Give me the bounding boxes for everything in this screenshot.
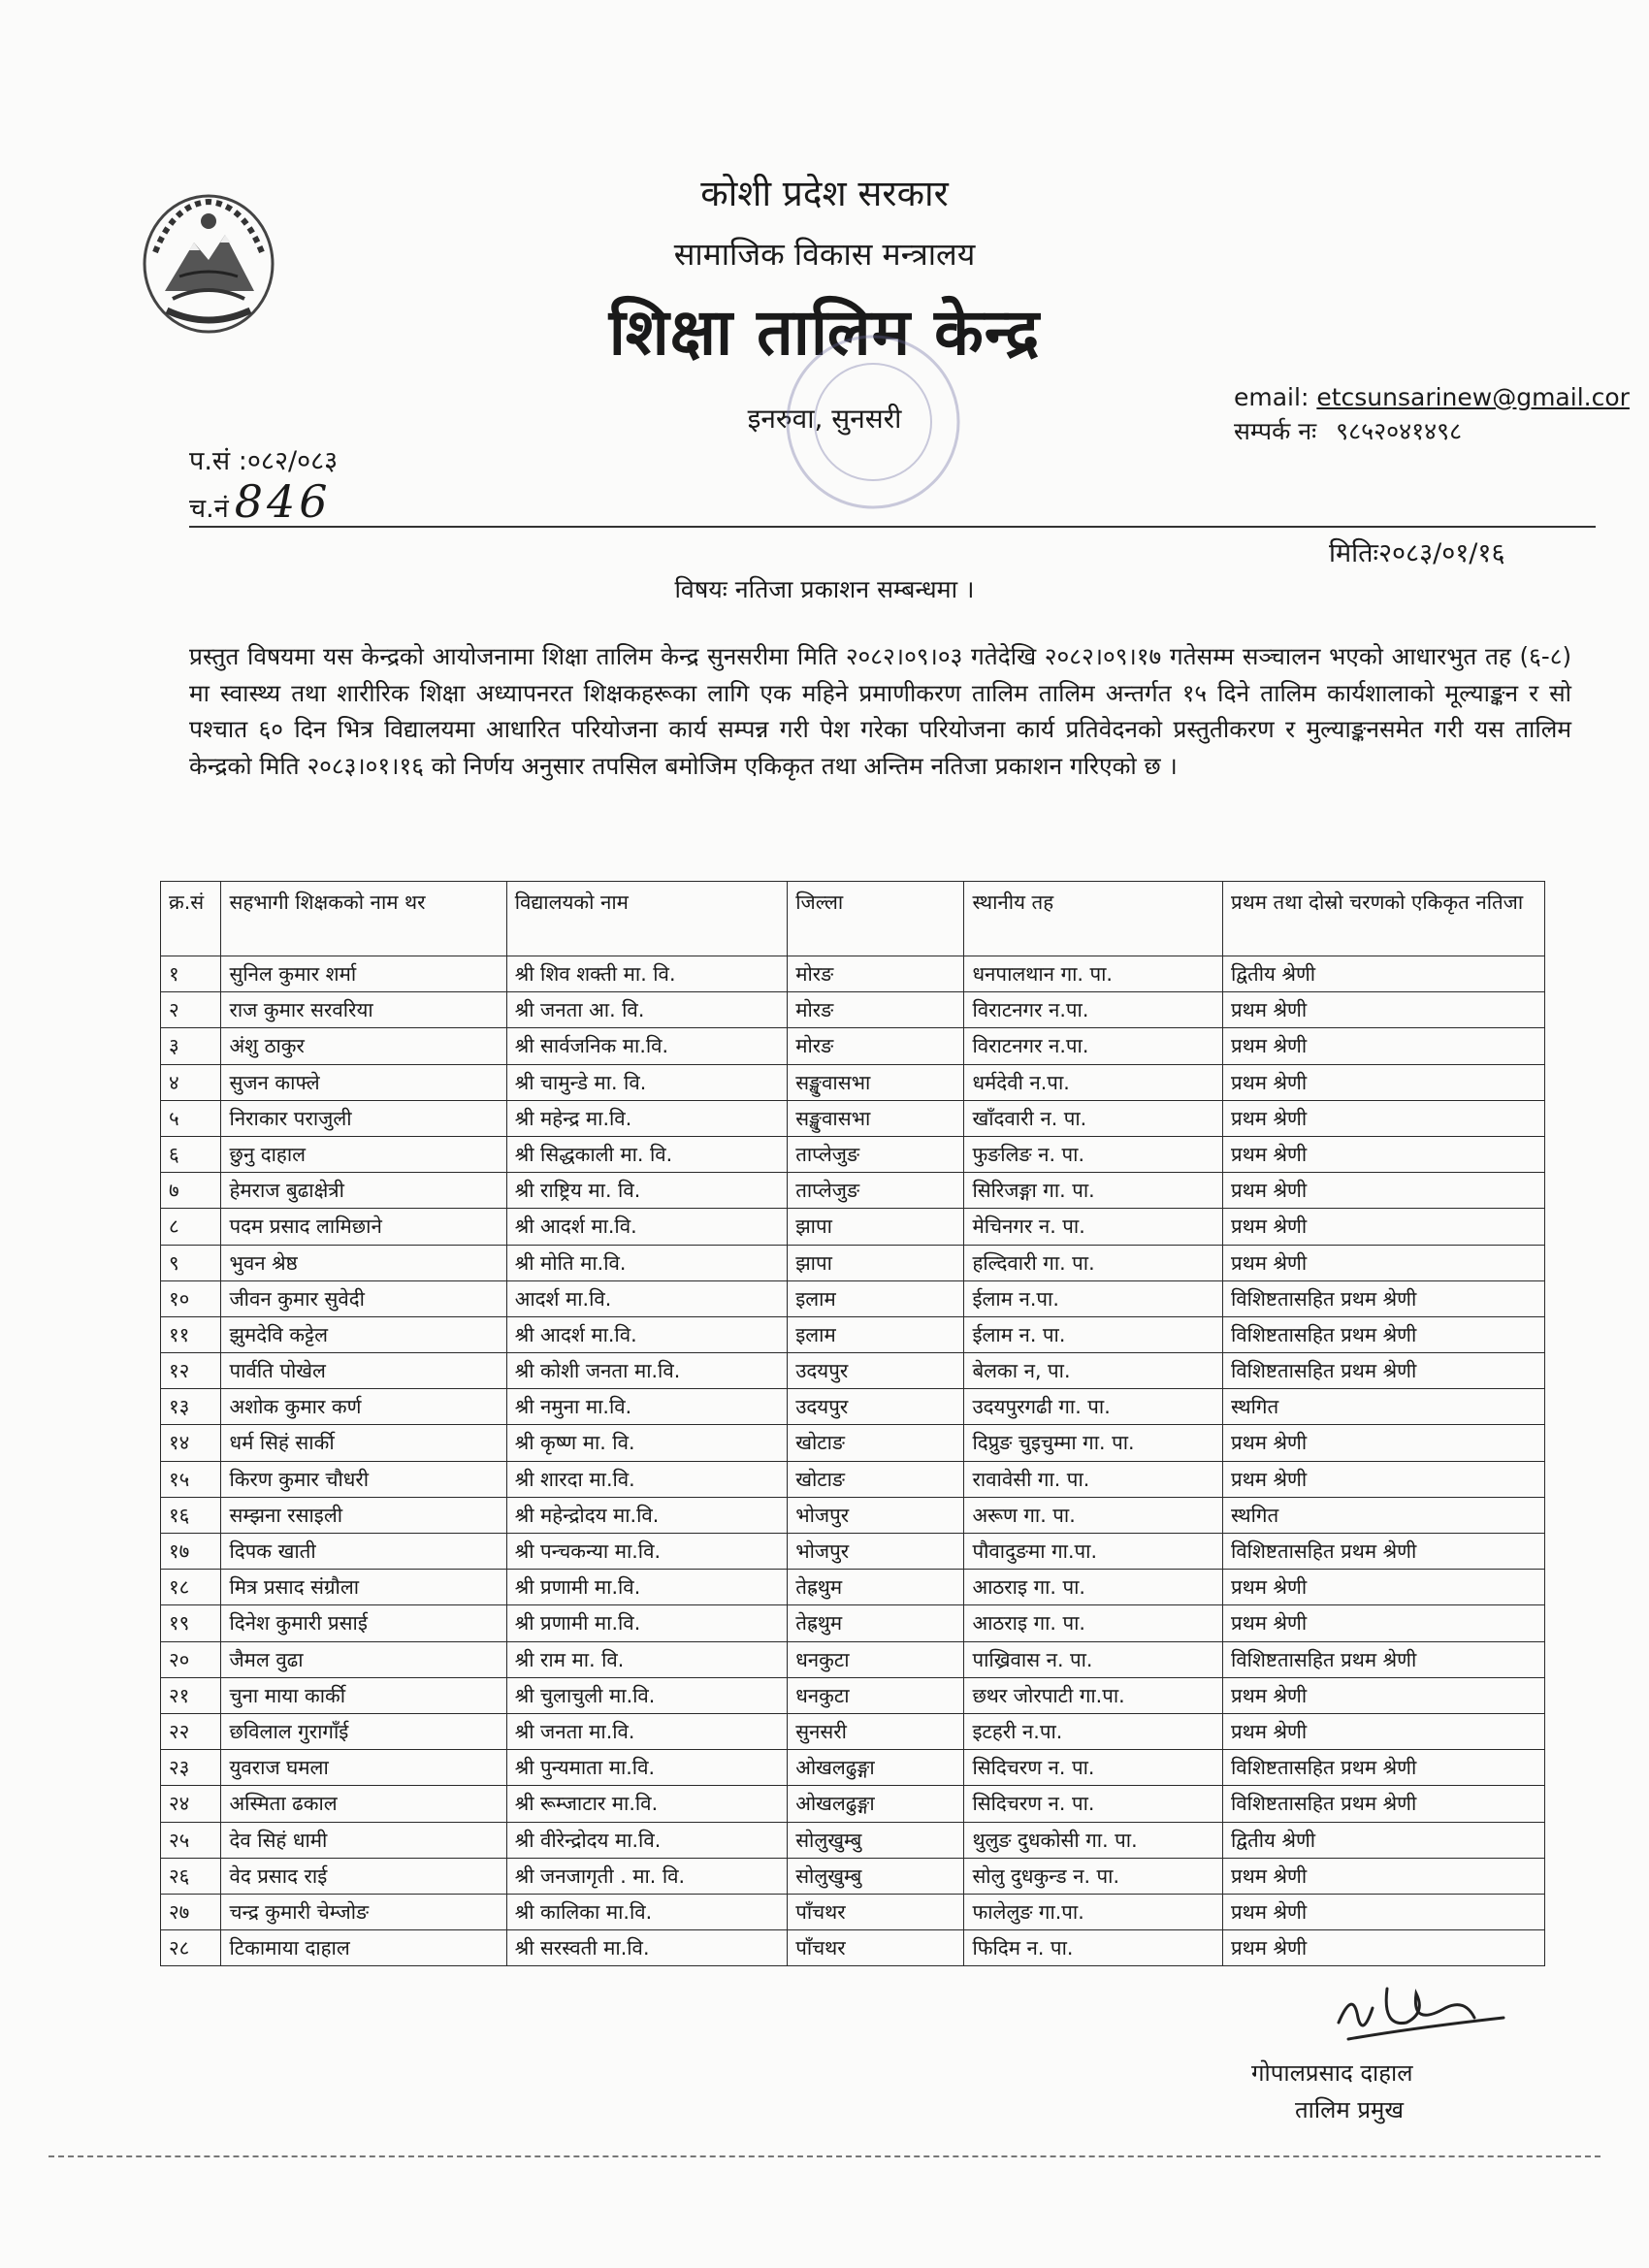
cell-school: श्री शिव शक्ती मा. वि. — [506, 956, 788, 992]
cell-result: प्रथम श्रेणी — [1222, 1713, 1544, 1749]
cell-local-level: खाँदवारी न. पा. — [964, 1100, 1223, 1136]
cell-teacher-name: दिनेश कुमारी प्रसाई — [221, 1605, 506, 1641]
table-row — [161, 1461, 1545, 1497]
table-row — [161, 1316, 1545, 1352]
cell-district: मोरङ — [788, 1028, 964, 1064]
cell-teacher-name: छुनु दाहाल — [221, 1136, 506, 1172]
cell-result: प्रथम श्रेणी — [1222, 992, 1544, 1028]
subject-line: विषयः नतिजा प्रकाशन सम्बन्धमा । — [674, 575, 975, 603]
cell-result: विशिष्टतासहित प्रथम श्रेणी — [1222, 1353, 1544, 1389]
cell-result: प्रथम श्रेणी — [1222, 1064, 1544, 1100]
cell-district: उदयपुर — [788, 1353, 964, 1389]
col-header-name: सहभागी शिक्षकको नाम थर — [221, 882, 506, 956]
col-header-result: प्रथम तथा दोस्रो चरणको एकिकृत नतिजा — [1222, 882, 1544, 956]
cell-school: श्री आदर्श मा.वि. — [506, 1316, 788, 1352]
cell-teacher-name: देव सिहं धामी — [221, 1822, 506, 1858]
table-row — [161, 1028, 1545, 1064]
cell-teacher-name: जैमल वुढा — [221, 1641, 506, 1677]
cell-result: विशिष्टतासहित प्रथम श्रेणी — [1222, 1750, 1544, 1786]
cell-local-level: उदयपुरगढी गा. पा. — [964, 1389, 1223, 1425]
cell-local-level: मेचिनगर न. पा. — [964, 1209, 1223, 1245]
cell-result: द्वितीय श्रेणी — [1222, 1822, 1544, 1858]
table-row — [161, 1894, 1545, 1929]
cell-district: इलाम — [788, 1280, 964, 1316]
cell-local-level: सिरिजङ्गा गा. पा. — [964, 1173, 1223, 1209]
cell-local-level: ईलाम न.पा. — [964, 1280, 1223, 1316]
cell-district: पाँचथर — [788, 1930, 964, 1966]
phone-number: ९८५२०४१४९८ — [1336, 417, 1463, 445]
cell-sn: २४ — [161, 1786, 221, 1822]
cell-district: खोटाङ — [788, 1425, 964, 1461]
cell-result: विशिष्टतासहित प्रथम श्रेणी — [1222, 1316, 1544, 1352]
cell-school: श्री आदर्श मा.वि. — [506, 1209, 788, 1245]
cell-school: श्री कोशी जनता मा.वि. — [506, 1353, 788, 1389]
cell-local-level: सोलु दुधकुन्ड न. पा. — [964, 1858, 1223, 1894]
cell-school: श्री जनजागृती . मा. वि. — [506, 1858, 788, 1894]
cell-district: ओखलढुङ्गा — [788, 1786, 964, 1822]
table-row — [161, 992, 1545, 1028]
cell-district: भोजपुर — [788, 1534, 964, 1570]
cell-district: सङ्खुवासभा — [788, 1064, 964, 1100]
table-row — [161, 1209, 1545, 1245]
cell-sn: २५ — [161, 1822, 221, 1858]
cell-result: प्रथम श्रेणी — [1222, 1173, 1544, 1209]
cell-school: श्री नमुना मा.वि. — [506, 1389, 788, 1425]
cell-sn: २१ — [161, 1677, 221, 1713]
cell-district: मोरङ — [788, 992, 964, 1028]
cell-local-level: फालेलुङ गा.पा. — [964, 1894, 1223, 1929]
cell-district: सुनसरी — [788, 1713, 964, 1749]
cell-result: विशिष्टतासहित प्रथम श्रेणी — [1222, 1786, 1544, 1822]
cell-result: प्रथम श्रेणी — [1222, 1425, 1544, 1461]
cell-school: श्री पुन्यमाता मा.वि. — [506, 1750, 788, 1786]
cell-result: प्रथम श्रेणी — [1222, 1858, 1544, 1894]
cell-district: तेह्रथुम — [788, 1570, 964, 1605]
table-row — [161, 1425, 1545, 1461]
table-row — [161, 1677, 1545, 1713]
cell-sn: १३ — [161, 1389, 221, 1425]
table-row — [161, 1245, 1545, 1280]
table-header-row — [161, 882, 1545, 956]
cell-teacher-name: जीवन कुमार सुवेदी — [221, 1280, 506, 1316]
cell-district: इलाम — [788, 1316, 964, 1352]
cell-sn: २७ — [161, 1894, 221, 1929]
cell-result: प्रथम श्रेणी — [1222, 1570, 1544, 1605]
cell-teacher-name: दिपक खाती — [221, 1534, 506, 1570]
cell-sn: १८ — [161, 1570, 221, 1605]
cell-teacher-name: अशोक कुमार कर्ण — [221, 1389, 506, 1425]
cell-teacher-name: निराकार पराजुली — [221, 1100, 506, 1136]
cell-local-level: सिदिचरण न. पा. — [964, 1786, 1223, 1822]
cell-school: श्री सिद्धकाली मा. वि. — [506, 1136, 788, 1172]
cell-result: विशिष्टतासहित प्रथम श्रेणी — [1222, 1641, 1544, 1677]
cn-label: च.नं — [189, 494, 229, 524]
cell-sn: १० — [161, 1280, 221, 1316]
cell-result: द्वितीय श्रेणी — [1222, 956, 1544, 992]
cell-district: झापा — [788, 1209, 964, 1245]
cell-teacher-name: सम्झना रसाइली — [221, 1497, 506, 1533]
cell-sn: २ — [161, 992, 221, 1028]
cell-teacher-name: हेमराज बुढाक्षेत्री — [221, 1173, 506, 1209]
cell-district: खोटाङ — [788, 1461, 964, 1497]
cell-local-level: अरूण गा. पा. — [964, 1497, 1223, 1533]
cell-district: ताप्लेजुङ — [788, 1136, 964, 1172]
cell-sn: ५ — [161, 1100, 221, 1136]
body-paragraph: प्रस्तुत विषयमा यस केन्द्रको आयोजनामा शिक्षा तालिम केन्द्र सुनसरीमा मिति २०८२।०९।०३ गतेदेखि २०८२।०९।१७ गतेसम्म सञ्चालन भएको आधारभुत तह (६-८) मा स्वास्थ्य तथा शारीरिक शिक्षा अध्यापनरत शिक्षकहरूका लागि एक महिने प्रमाणीकरण तालिम तालिम अन्तर्गत १५ दिने तालिम कार्यशालाको मूल्याङ्कन र सो पश्चात ६० दिन भित्र विद्यालयमा आधारित परियोजना कार्य सम्पन्न गरी पेश गरेका परियोजना कार्य प्रतिवेदनको प्रस्तुतीकरण र मुल्याङ्कनसमेत गरी यस तालिम केन्द्रको मिति २०८३।०१।१६ को निर्णय अनुसार तपसिल बमोजिम एकिकृत तथा अन्तिम नतिजा प्रकाशन गरिएको छ । — [189, 642, 1571, 780]
cell-sn: १९ — [161, 1605, 221, 1641]
email-label: email: — [1234, 383, 1310, 411]
cell-school: श्री चुलाचुली मा.वि. — [506, 1677, 788, 1713]
cell-result: प्रथम श्रेणी — [1222, 1461, 1544, 1497]
header-divider — [189, 526, 1596, 528]
table-row — [161, 1605, 1545, 1641]
province-government-title: कोशी प्रदेश सरकार — [700, 173, 949, 214]
cell-school: श्री चामुन्डे मा. वि. — [506, 1064, 788, 1100]
cell-sn: १६ — [161, 1497, 221, 1533]
cell-district: सोलुखुम्बु — [788, 1822, 964, 1858]
table-row — [161, 956, 1545, 992]
cell-district: ताप्लेजुङ — [788, 1173, 964, 1209]
cell-result: स्थगित — [1222, 1389, 1544, 1425]
table-row — [161, 1534, 1545, 1570]
cell-school: श्री पन्चकन्या मा.वि. — [506, 1534, 788, 1570]
cell-teacher-name: चुना माया कार्की — [221, 1677, 506, 1713]
cell-sn: २२ — [161, 1713, 221, 1749]
cell-school: श्री जनता आ. वि. — [506, 992, 788, 1028]
cell-teacher-name: चन्द्र कुमारी चेम्जोङ — [221, 1894, 506, 1929]
cell-result: विशिष्टतासहित प्रथम श्रेणी — [1222, 1280, 1544, 1316]
cell-teacher-name: राज कुमार सरवरिया — [221, 992, 506, 1028]
cell-sn: ११ — [161, 1316, 221, 1352]
cell-sn: ३ — [161, 1028, 221, 1064]
office-stamp — [776, 330, 970, 514]
cell-sn: २६ — [161, 1858, 221, 1894]
cell-local-level: ईलाम न. पा. — [964, 1316, 1223, 1352]
cell-teacher-name: धर्म सिहं सार्की — [221, 1425, 506, 1461]
cell-result: प्रथम श्रेणी — [1222, 1136, 1544, 1172]
center-title: शिक्षा तालिम केन्द्र — [608, 295, 1041, 370]
table-row — [161, 1389, 1545, 1425]
cell-school: श्री सरस्वती मा.वि. — [506, 1930, 788, 1966]
cell-sn: ४ — [161, 1064, 221, 1100]
cell-teacher-name: भुवन श्रेष्ठ — [221, 1245, 506, 1280]
table-row — [161, 1822, 1545, 1858]
cell-school: श्री जनता मा.वि. — [506, 1713, 788, 1749]
cell-result: प्रथम श्रेणी — [1222, 1894, 1544, 1929]
cell-school: श्री प्रणामी मा.वि. — [506, 1570, 788, 1605]
table-row — [161, 1136, 1545, 1172]
table-row — [161, 1100, 1545, 1136]
cell-teacher-name: अंशु ठाकुर — [221, 1028, 506, 1064]
cell-sn: १७ — [161, 1534, 221, 1570]
ministry-title: सामाजिक विकास मन्त्रालय — [673, 236, 976, 273]
cell-local-level: इटहरी न.पा. — [964, 1713, 1223, 1749]
cell-school: श्री रूम्जाटार मा.वि. — [506, 1786, 788, 1822]
cell-local-level: विराटनगर न.पा. — [964, 1028, 1223, 1064]
cell-sn: १४ — [161, 1425, 221, 1461]
cell-result: प्रथम श्रेणी — [1222, 1930, 1544, 1966]
cell-local-level: आठराइ गा. पा. — [964, 1605, 1223, 1641]
cell-teacher-name: सुजन काफ्ले — [221, 1064, 506, 1100]
ps-value: ०८२/०८३ — [246, 446, 339, 476]
cell-sn: १२ — [161, 1353, 221, 1389]
cell-teacher-name: मित्र प्रसाद संग्रौला — [221, 1570, 506, 1605]
cell-school: श्री सार्वजनिक मा.वि. — [506, 1028, 788, 1064]
cell-teacher-name: किरण कुमार चौधरी — [221, 1461, 506, 1497]
cell-local-level: दिप्रुङ चुइचुम्मा गा. पा. — [964, 1425, 1223, 1461]
cell-teacher-name: छविलाल गुरागाँई — [221, 1713, 506, 1749]
cell-local-level: विराटनगर न.पा. — [964, 992, 1223, 1028]
phone-line — [1234, 414, 1462, 447]
cell-school: श्री शारदा मा.वि. — [506, 1461, 788, 1497]
cell-district: भोजपुर — [788, 1497, 964, 1533]
ps-label: प.सं : — [189, 446, 247, 476]
cell-district: मोरङ — [788, 956, 964, 992]
cell-local-level: पाख्रिवास न. पा. — [964, 1641, 1223, 1677]
cell-teacher-name: वेद प्रसाद राई — [221, 1858, 506, 1894]
cell-district: सोलुखुम्बु — [788, 1858, 964, 1894]
email-line — [1234, 383, 1630, 411]
cn-value: 846 — [234, 475, 332, 528]
cell-sn: ८ — [161, 1209, 221, 1245]
cell-school: श्री वीरेन्द्रोदय मा.वि. — [506, 1822, 788, 1858]
col-header-local-level: स्थानीय तह — [964, 882, 1223, 956]
cell-sn: ६ — [161, 1136, 221, 1172]
results-table — [160, 881, 1545, 1966]
table-row — [161, 1064, 1545, 1100]
cell-district: पाँचथर — [788, 1894, 964, 1929]
cell-district: सङ्खुवासभा — [788, 1100, 964, 1136]
cell-district: उदयपुर — [788, 1389, 964, 1425]
cell-local-level: धनपालथान गा. पा. — [964, 956, 1223, 992]
cell-result: प्रथम श्रेणी — [1222, 1605, 1544, 1641]
cell-local-level: थुलुङ दुधकोसी गा. पा. — [964, 1822, 1223, 1858]
cell-sn: २० — [161, 1641, 221, 1677]
cell-local-level: बेलका न, पा. — [964, 1353, 1223, 1389]
phone-label: सम्पर्क नः — [1234, 417, 1317, 445]
cell-sn: १ — [161, 956, 221, 992]
cell-result: प्रथम श्रेणी — [1222, 1209, 1544, 1245]
cell-sn: २८ — [161, 1930, 221, 1966]
cell-school: श्री राष्ट्रिय मा. वि. — [506, 1173, 788, 1209]
cell-district: तेह्रथुम — [788, 1605, 964, 1641]
cell-school: श्री कालिका मा.वि. — [506, 1894, 788, 1929]
email-address[interactable]: etcsunsarinew@gmail.cor — [1316, 383, 1630, 411]
cell-local-level: फुङलिङ न. पा. — [964, 1136, 1223, 1172]
cell-sn: ७ — [161, 1173, 221, 1209]
cell-local-level: पौवादुङमा गा.पा. — [964, 1534, 1223, 1570]
cell-sn: ९ — [161, 1245, 221, 1280]
cell-result: प्रथम श्रेणी — [1222, 1028, 1544, 1064]
cell-local-level: छथर जोरपाटी गा.पा. — [964, 1677, 1223, 1713]
cell-school: श्री महेन्द्र मा.वि. — [506, 1100, 788, 1136]
cell-local-level: फिदिम न. पा. — [964, 1930, 1223, 1966]
cell-result: प्रथम श्रेणी — [1222, 1100, 1544, 1136]
cell-result: विशिष्टतासहित प्रथम श्रेणी — [1222, 1534, 1544, 1570]
document-date: मितिः२०८३/०१/१६ — [1329, 538, 1505, 568]
cell-district: धनकुटा — [788, 1677, 964, 1713]
footer-divider — [48, 2155, 1600, 2157]
cell-teacher-name: पार्वति पोखेल — [221, 1353, 506, 1389]
cell-teacher-name: पदम प्रसाद लामिछाने — [221, 1209, 506, 1245]
reference-number — [189, 441, 338, 477]
cell-teacher-name: अस्मिता ढकाल — [221, 1786, 506, 1822]
cell-local-level: हल्दिवारी गा. पा. — [964, 1245, 1223, 1280]
cell-school: श्री प्रणामी मा.वि. — [506, 1605, 788, 1641]
col-header-district: जिल्ला — [788, 882, 964, 956]
cell-school: श्री महेन्द्रोदय मा.वि. — [506, 1497, 788, 1533]
table-row — [161, 1353, 1545, 1389]
cell-district: ओखलढुङ्गा — [788, 1750, 964, 1786]
table-row — [161, 1570, 1545, 1605]
cell-local-level: आठराइ गा. पा. — [964, 1570, 1223, 1605]
cell-local-level: सिदिचरण न. पा. — [964, 1750, 1223, 1786]
table-row — [161, 1713, 1545, 1749]
signatory-title: तालिम प्रमुख — [1295, 2096, 1405, 2123]
table-row — [161, 1750, 1545, 1786]
cell-district: झापा — [788, 1245, 964, 1280]
cell-result: प्रथम श्रेणी — [1222, 1245, 1544, 1280]
handwritten-signature — [1319, 1969, 1513, 2052]
results-table-body — [161, 956, 1545, 1966]
table-row — [161, 1497, 1545, 1533]
cell-district: धनकुटा — [788, 1641, 964, 1677]
table-row — [161, 1173, 1545, 1209]
cell-teacher-name: झुमदेवि कट्टेल — [221, 1316, 506, 1352]
cell-sn: २३ — [161, 1750, 221, 1786]
cell-school: श्री कृष्ण मा. वि. — [506, 1425, 788, 1461]
table-row — [161, 1930, 1545, 1966]
table-row — [161, 1786, 1545, 1822]
cell-result: प्रथम श्रेणी — [1222, 1677, 1544, 1713]
dispatch-number — [189, 475, 332, 528]
cell-school: आदर्श मा.वि. — [506, 1280, 788, 1316]
office-location: इनरुवा, सुनसरी — [747, 403, 902, 435]
col-header-school: विद्यालयको नाम — [506, 882, 788, 956]
table-row — [161, 1858, 1545, 1894]
cell-sn: १५ — [161, 1461, 221, 1497]
col-header-sn: क्र.सं — [161, 882, 221, 956]
cell-school: श्री राम मा. वि. — [506, 1641, 788, 1677]
cell-local-level: धर्मदेवी न.पा. — [964, 1064, 1223, 1100]
cell-local-level: रावावेसी गा. पा. — [964, 1461, 1223, 1497]
cell-school: श्री मोति मा.वि. — [506, 1245, 788, 1280]
table-row — [161, 1641, 1545, 1677]
signatory-name: गोपालप्रसाद दाहाल — [1251, 2059, 1413, 2087]
cell-result: स्थगित — [1222, 1497, 1544, 1533]
table-row — [161, 1280, 1545, 1316]
cell-teacher-name: टिकामाया दाहाल — [221, 1930, 506, 1966]
cell-teacher-name: सुनिल कुमार शर्मा — [221, 956, 506, 992]
cell-teacher-name: युवराज घमला — [221, 1750, 506, 1786]
